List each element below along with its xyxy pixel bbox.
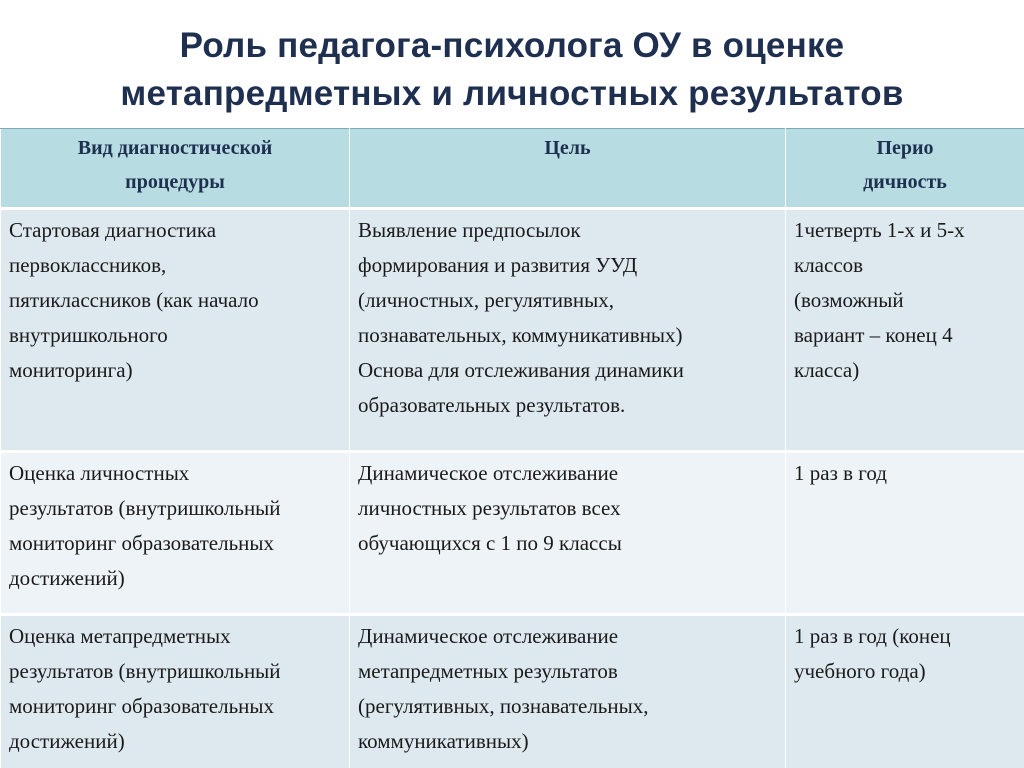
- cell-text-line: 1 раз в год: [794, 461, 887, 485]
- cell-text-line: мониторинга): [9, 358, 133, 382]
- cell-text-line: (личностных, регулятивных,: [358, 288, 614, 312]
- cell-text-line: формирования и развития УУД: [358, 253, 638, 277]
- cell-text-line: Основа для отслеживания динамики: [358, 358, 684, 382]
- cell-text-line: достижений): [9, 566, 125, 590]
- table-header-row: [1, 129, 1024, 209]
- header-text-line: Вид диагностической: [77, 137, 273, 159]
- cell-text-line: пятиклассников (как начало: [9, 288, 259, 312]
- cell-period: [786, 209, 1024, 452]
- cell-text-line: Динамическое отслеживание: [358, 624, 619, 648]
- cell-goal: [350, 452, 786, 615]
- header-text-line: процедуры: [125, 171, 225, 193]
- cell-text-line: класса): [794, 358, 860, 382]
- header-procedure-type: [1, 129, 350, 209]
- cell-text-line: мониторинг образовательных: [9, 531, 275, 555]
- cell-text-line: (возможный: [794, 288, 904, 312]
- table-row: [1, 209, 1024, 452]
- cell-text-line: обучающихся с 1 по 9 классы: [358, 531, 622, 555]
- cell-text-line: результатов (внутришкольный: [9, 496, 281, 520]
- title-line-1: Роль педагога-психолога ОУ в оценке: [179, 26, 845, 65]
- cell-text-line: познавательных, коммуникативных): [358, 323, 683, 347]
- cell-text-line: коммуникативных): [358, 729, 529, 753]
- cell-text-line: 1 раз в год (конец: [794, 624, 951, 648]
- cell-period: [786, 452, 1024, 615]
- cell-text-line: Оценка личностных: [9, 461, 190, 485]
- cell-period: [786, 615, 1024, 768]
- slide-title: [0, 22, 1024, 118]
- header-periodicity: [786, 129, 1024, 209]
- cell-text-line: учебного года): [794, 659, 926, 683]
- header-text-line: Перио: [876, 137, 934, 159]
- cell-text-line: Выявление предпосылок: [358, 218, 581, 242]
- cell-text-line: результатов (внутришкольный: [9, 659, 281, 683]
- cell-text-line: мониторинг образовательных: [9, 694, 275, 718]
- cell-text-line: достижений): [9, 729, 125, 753]
- cell-text-line: 1четверть 1-х и 5-х: [794, 218, 965, 242]
- cell-text-line: Оценка метапредметных: [9, 624, 231, 648]
- cell-goal: [350, 209, 786, 452]
- header-goal: [350, 129, 786, 209]
- cell-text-line: внутришкольного: [9, 323, 168, 347]
- cell-goal: [350, 615, 786, 768]
- title-line-2: метапредметных и личностных результатов: [120, 74, 904, 113]
- cell-text-line: классов: [794, 253, 864, 277]
- diagnostics-table: [0, 128, 1024, 768]
- header-text-line: дичность: [863, 171, 947, 193]
- cell-text-line: первоклассников,: [9, 253, 167, 277]
- cell-procedure: [1, 452, 350, 615]
- cell-text-line: Стартовая диагностика: [9, 218, 217, 242]
- table-row: [1, 615, 1024, 768]
- cell-text-line: Динамическое отслеживание: [358, 461, 619, 485]
- cell-procedure: [1, 209, 350, 452]
- cell-text-line: личностных результатов всех: [358, 496, 621, 520]
- table-row: [1, 452, 1024, 615]
- cell-text-line: образовательных результатов.: [358, 393, 626, 417]
- cell-text-line: (регулятивных, познавательных,: [358, 694, 649, 718]
- cell-text-line: вариант – конец 4: [794, 323, 953, 347]
- cell-text-line: метапредметных результатов: [358, 659, 618, 683]
- cell-procedure: [1, 615, 350, 768]
- header-text-line: Цель: [544, 137, 591, 159]
